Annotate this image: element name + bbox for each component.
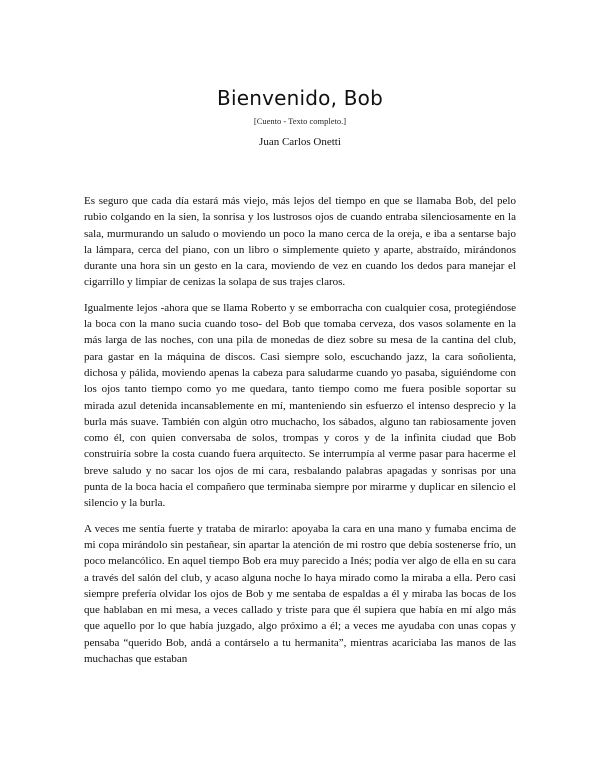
body-text — [84, 193, 516, 676]
subtitle: [Cuento - Texto completo.] — [253, 116, 347, 126]
paragraph: A veces me sentía fuerte y trataba de mirarlo: apoyaba la cara en una mano y fumaba encima de mi copa mirándolo sin pestañear, sin apartar la atención de mi rostro que debía sostenerse frío, un poco melancólico. En aquel tiempo Bob era muy parecido a Inés; podía ver algo de ella en su cara a través del salón del club, y acaso alguna noche lo haya mirado como la miraba a ella. Pero casi siempre prefería olvidar los ojos de Bob y me sentaba de espaldas a él y miraba las bocas de los que hablaban en mi mesa, a veces callado y triste para que él supiera que había en mí algo más que aquello por lo que había juzgado, algo próximo a él; a veces me ayudaba con unas copas y pensaba “querido Bob, andá a contárselo a tu hermanita”, mientras acariciaba las manos de las muchachas que estaban — [84, 522, 516, 666]
paragraph: Igualmente lejos -ahora que se llama Roberto y se emborracha con cualquier cosa, protegiéndose la boca con la mano sucia cuando toso- del Bob que tomaba cerveza, dos vasos solamente en la más larga de las noches, con una pila de monedas de diez sobre su mesa de la cantina del club, para gastar en la máquina de discos. Casi siempre solo, escuchando jazz, la cara soñolienta, dichosa y pálida, moviendo apenas la cabeza para saludarme cuando yo pasaba, siguiéndome con los ojos tanto tiempo como yo me quedara, tanto tiempo como me fuera posible soportar su mirada azul detenida incansablemente en mí, manteniendo sin esfuerzo el intenso desprecio y la burla más suave. También con algún otro muchacho, los sábados, alguno tan rabiosamente joven como él, con quien conversaba de solos, trompas y coros y de la infinita ciudad que Bob construiría sobre la costa cuando fuera arquitecto. Se interrumpía al verme pasar para hacerme el breve saludo y no sacar los ojos de mi cara, resbalando palabras apagadas y sonrisas por una punta de la boca hacia el compañero que terminaba siempre por mirarme y duplicar en silencio el silencio y la burla. — [84, 301, 516, 510]
page-title: Bienvenido, Bob — [217, 86, 383, 110]
paragraph: Es seguro que cada día estará más viejo, más lejos del tiempo en que se llamaba Bob, del pelo rubio colgando en la sien, la sonrisa y los lustrosos ojos de cuando entraba silenciosamente en la sala, murmurando un saludo o moviendo un poco la mano cerca de la oreja, e iba a sentarse bajo la lámpara, cerca del piano, con un libro o simplemente quieto y aparte, abstraído, mirándonos durante una hora sin un gesto en la cara, moviendo de vez en cuando los dedos para manejar el cigarrillo y limpiar de cenizas la solapa de sus trajes claros. — [84, 195, 516, 289]
author-name: Juan Carlos Onetti — [259, 136, 341, 148]
